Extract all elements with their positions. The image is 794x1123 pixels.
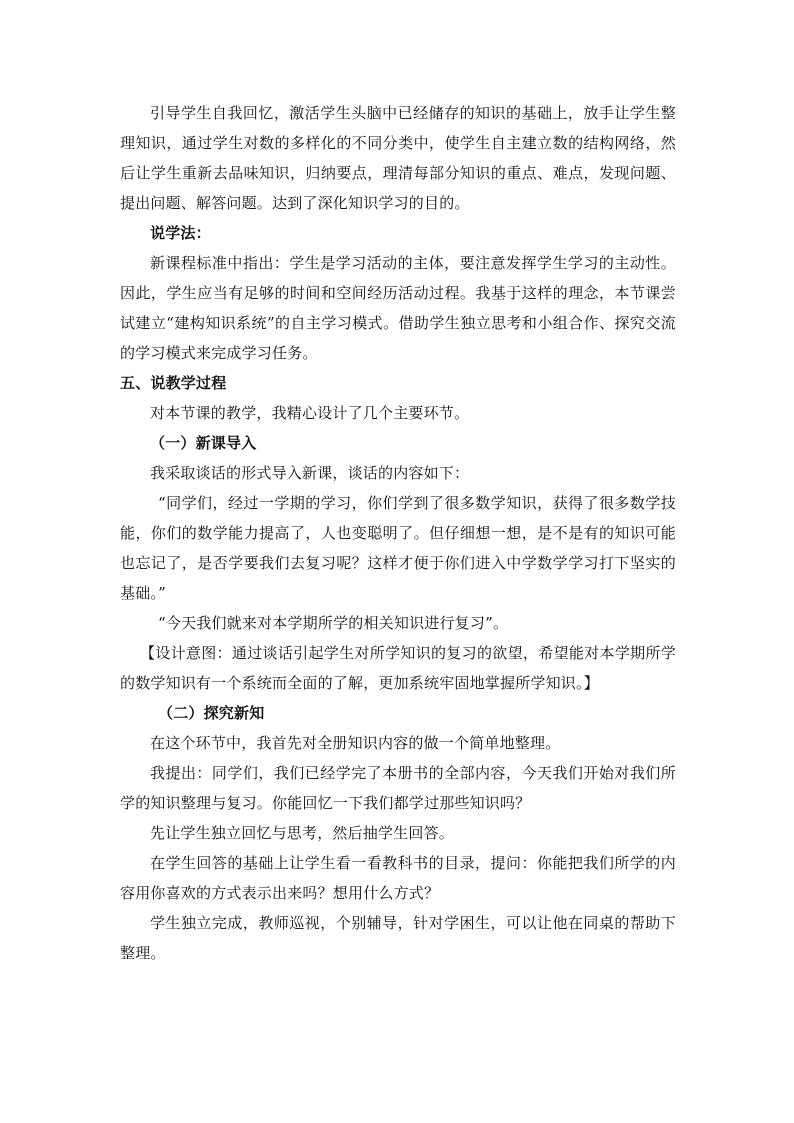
paragraph-teacher-question: 我提出：同学们，我们已经学完了本册书的全部内容，今天我们开始对我们所学的知识整理与复习。你能回忆一下我们都学过那些知识吗？ — [120, 764, 676, 812]
paragraph-design-intent: 【设计意图：通过谈话引起学生对所学知识的复习的欲望，希望能对本学期所学的数学知识有一个系统而全面的了解，更加系统牢固地掌握所学知识。】 — [120, 644, 676, 692]
paragraph-review-quote: “今天我们就来对本学期所学的相关知识进行复习”。 — [158, 614, 509, 632]
paragraph-textbook-contents: 在学生回答的基础上让学生看一看教科书的目录，提问：你能把我们所学的内容用你喜欢的方式表示出来吗？想用什么方式？ — [120, 854, 676, 902]
heading-explore-new: （二）探究新知 — [158, 704, 265, 722]
paragraph-independent-recall: 先让学生独立回忆与思考，然后抽学生回答。 — [150, 824, 455, 842]
heading-learning-method: 说学法： — [150, 224, 211, 242]
document-body — [120, 98, 676, 968]
paragraph-conversation-intro: 我采取谈话的形式导入新课，谈话的内容如下： — [150, 464, 470, 482]
heading-section-five: 五、说教学过程 — [120, 374, 227, 392]
paragraph-teaching-steps: 对本节课的教学，我精心设计了几个主要环节。 — [150, 404, 470, 422]
paragraph-organize-content: 在这个环节中，我首先对全册知识内容的做一个简单地整理。 — [150, 734, 561, 752]
heading-intro-new-lesson: （一）新课导入 — [150, 434, 257, 452]
paragraph-conversation-quote: “同学们，经过一学期的学习，你们学到了很多数学知识，获得了很多数学技能，你们的数学能力提高了，人也变聪明了。但仔细想一想，是不是有的知识可能也忘记了，是否学要我们去复习呢？这样才便于你们进入中学数学学习打下坚实的基础。” — [120, 494, 676, 602]
paragraph-independent-work: 学生独立完成，教师巡视，个别辅导，针对学困生，可以让他在同桌的帮助下整理。 — [120, 914, 676, 962]
paragraph-learning-method: 新课程标准中指出：学生是学习活动的主体，要注意发挥学生学习的主动性。因此，学生应当有足够的时间和空间经历活动过程。我基于这样的理念，本节课尝试建立“建构知识系统”的自主学习模式。借助学生独立思考和小组合作、探究交流的学习模式来完成学习任务。 — [120, 254, 676, 362]
paragraph-review-goal: 引导学生自我回忆，激活学生头脑中已经储存的知识的基础上，放手让学生整理知识，通过学生对数的多样化的不同分类中，使学生自主建立数的结构网络，然后让学生重新去品味知识，归纳要点，理清每部分知识的重点、难点，发现问题、提出问题、解答问题。达到了深化知识学习的目的。 — [120, 104, 676, 212]
